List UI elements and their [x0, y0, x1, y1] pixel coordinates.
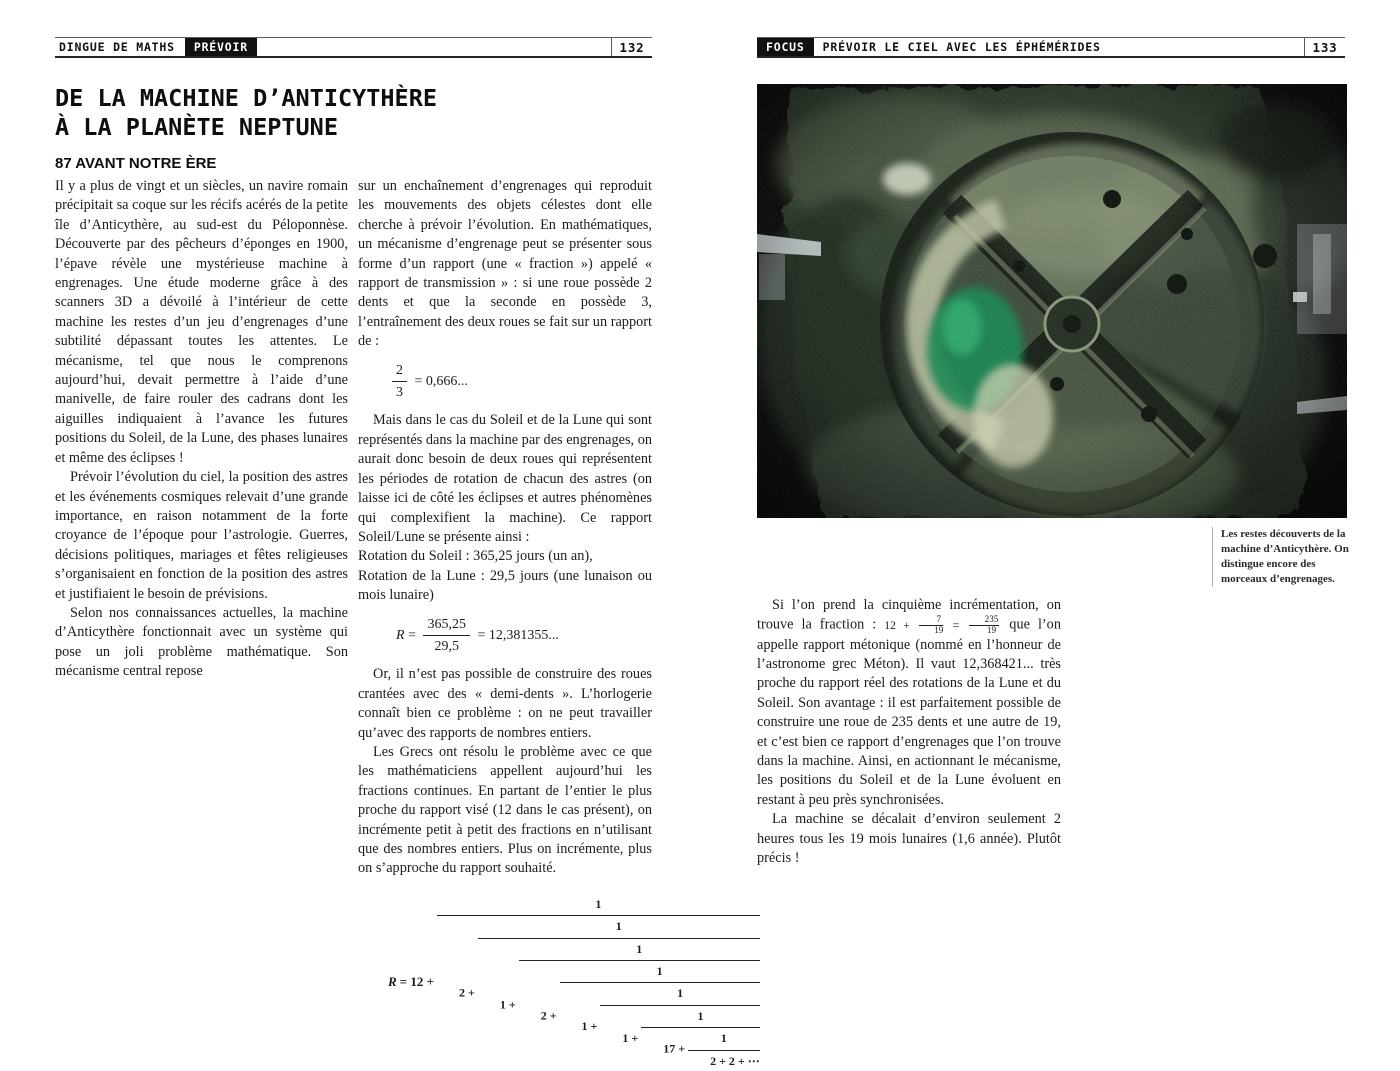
article-title-line2: À LA PLANÈTE NEPTUNE [55, 113, 338, 141]
article-title [55, 84, 437, 142]
fraction-numerator: 2 [392, 361, 407, 382]
body-paragraph: Mais dans le cas du Soleil et de la Lune qui sont représentés dans la machine par des engrenages, on aurait donc besoin de deux roues qui représentent les périodes de rotation de chacun des astres (on laisse ici de côté les éclipses et autres phénomènes qui complexifient la machine). Ce rapport Soleil/Lune se présente ainsi : [358, 412, 652, 545]
collection-label: DINGUE DE MATHS [59, 40, 175, 54]
left-column-1 [55, 177, 348, 682]
page-number-left: 132 [619, 39, 645, 55]
equation-two-thirds [388, 361, 652, 403]
right-body-column [757, 596, 1061, 868]
fraction [969, 615, 1000, 635]
fraction-denominator: 3 [396, 385, 403, 401]
left-running-head [55, 37, 652, 58]
focus-title: PRÉVOIR LE CIEL AVEC LES ÉPHÉMÉRIDES [822, 40, 1101, 54]
equals-sign: = [952, 619, 960, 632]
equation-result: = 0,666... [414, 373, 468, 389]
equation-variable: R [396, 627, 405, 643]
metonic-fraction [884, 614, 1001, 635]
body-paragraph [757, 596, 1061, 810]
equals-sign: = [408, 627, 416, 643]
fraction [423, 615, 470, 657]
equation-sun-moon-ratio [396, 615, 652, 657]
fraction [919, 615, 943, 635]
body-paragraph: Il y a plus de vingt et un siècles, un navire romain précipitait sa coque sur les récifs acérés de la petite île d’Anticythère, au sud-est du Péloponnèse. Découverte par des pêcheurs d’éponges en 1900, l’épave révèle une mystérieuse machine à engrenages. Une étude moderne grâce à des scanners 3D a dévoilé à l’intérieur de cette machine les restes d’un jeu d’engrenages d’une subtilité dépassant toutes les attentes. Le mécanisme, tel que nous le comprenons aujourd’hui, devait permettre à l’aide d’une manivelle, de faire rouler des cadrans dont les aiguilles indiquaient à l’avance les futures positions du Soleil, de la Lune, des phases lunaires et même des éclipses ! [55, 178, 348, 466]
running-head-rule [1111, 38, 1304, 56]
article-title-line1: DE LA MACHINE D’ANTICYTHÈRE [55, 84, 438, 112]
focus-tag: FOCUS [757, 38, 814, 56]
paragraph-text: Si l’on prend la cinquième incrémentation, on trouve la fraction : [757, 597, 1061, 633]
fraction-denominator: 29,5 [434, 638, 459, 654]
body-paragraph: La machine se décalait d’environ seulement 2 heures tous les 19 mois lunaires (1,6 année). Plutôt précis ! [757, 811, 1061, 867]
rotation-moon-line: Rotation de la Lune : 29,5 jours (une lunaison ou mois lunaire) [358, 567, 652, 604]
fraction-numerator: 365,25 [423, 615, 470, 636]
paragraph-text: que l’on appelle rapport métonique (nommé en l’honneur de l’astronome grec Méton). Il vaut 12,368421... très proche du rapport réel des rotations de la Lune et du Soleil. Son avantage : il est parfaitement possible de construire une roue de 235 dents et une autre de 19, et c’est bien ce rapport d’engrenages que l’on trouve dans la machine. Ainsi, en actionnant le mécanisme, les positions du Soleil et de la Lune évoluent en restant à peu près synchronisées. [757, 617, 1061, 808]
section-heading: 87 AVANT NOTRE ÈRE [55, 155, 217, 172]
body-paragraph: Les Grecs ont résolu le problème avec ce que les mathématiciens appellent aujourd’hui les fractions continues. En partant de l’entier le plus proche du rapport visé (12 dans le cas présent), on incrémente petit à petit des fractions en n’utilisant que des nombres entiers. Plus on incrémente, plus on s’approche du rapport souhaité. [358, 743, 652, 877]
fraction-denominator: 19 [986, 625, 997, 635]
fraction-whole-part: 12 + [884, 619, 910, 632]
body-paragraph: Prévoir l’évolution du ciel, la position des astres et les événements cosmiques relevait d’une grande importance, en raison notamment de la forte croyance de l’époque pour l’astrologie. Guerres, décisions politiques, mariages et fêtes religieuses s’organisaient en fonction de la position des astres et justifiaient le besoin de prévisions. [55, 469, 348, 602]
body-paragraph: Or, il n’est pas possible de construire des roues crantées avec des « demi-dents ». L’horlogerie connaît bien ce problème : on ne peut travailler qu’avec des rapports de nombres entiers. [358, 666, 652, 741]
chapter-tag: PRÉVOIR [185, 38, 257, 56]
body-paragraph: sur un enchaînement d’engrenages qui reproduit les mouvements des objets célestes dont elle cherche à prévoir l’évolution. En mathématiques, un mécanisme d’engrenage peut se présenter sous forme d’un rapport (une « fraction ») appelé « rapport de transmission » : si une roue possède 2 dents et que la seconde en possède 3, l’entraînement des deux roues se fait sur un rapport de : [358, 178, 652, 350]
fraction-numerator: 7 [919, 615, 943, 626]
continued-fraction-lead: = 12 + [399, 973, 434, 989]
equation-result: = 12,381355... [477, 627, 559, 643]
page-number-right: 133 [1312, 39, 1338, 55]
continued-fraction-equation [388, 895, 760, 1071]
body-paragraph: Selon nos connaissances actuelles, la machine d’Anticythère fonctionnait avec un système qui pose un joli problème mathématique. Son mécanisme central repose [55, 604, 348, 680]
continued-fraction: 1 2 + 1 1 + 1 2 + 1 1 + 1 1 + 1 17 + $\frac{1}{2 + 2 + \cdots}$ [437, 975, 760, 989]
antikythera-photo-illustration [757, 84, 1347, 518]
fraction [392, 361, 407, 403]
running-head-rule [257, 38, 611, 56]
rotation-sun-line: Rotation du Soleil : 365,25 jours (un an), [358, 548, 593, 565]
antikythera-photo [757, 84, 1347, 518]
fraction-denominator: 19 [934, 625, 944, 635]
photo-caption: Les restes découverts de la machine d’Anticythère. On distingue encore des morceaux d’engrenages. [1212, 527, 1354, 587]
equation-variable: R [388, 973, 397, 989]
left-column-2 [358, 177, 760, 1071]
right-running-head [757, 37, 1345, 58]
fraction-numerator: 235 [969, 615, 1000, 626]
